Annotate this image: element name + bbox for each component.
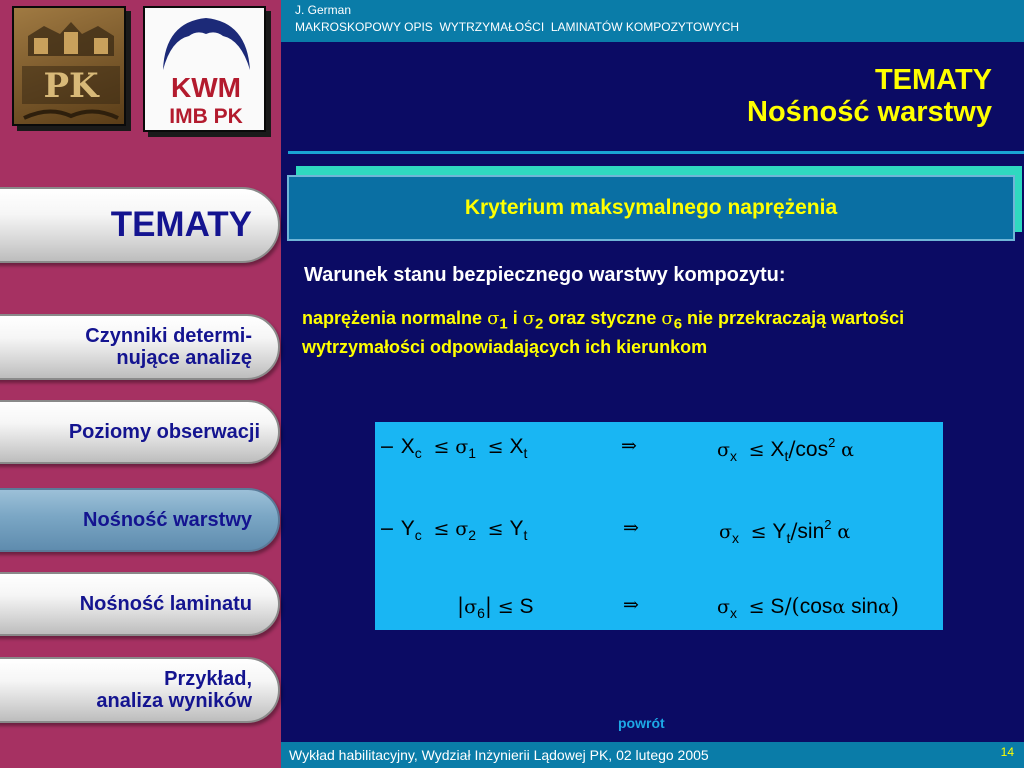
sidebar-item-label: Nośność warstwy [83,509,252,531]
sidebar-item-nosnosc-warstwy[interactable] [0,488,280,552]
sidebar-item-label: TEMATY [110,205,252,244]
author: J. German [295,3,352,17]
formula-box [375,422,943,630]
sidebar-item-tematy[interactable] [0,187,280,263]
pk-logo [12,6,126,126]
condition-text: naprężenia normalne $\sigma_1$ i $\sigma_2$ oraz styczne $\sigma_6$ nie przekraczają wartości wytrzymałości odpowiadających ich kierunkom [302,308,905,357]
title-line2: Nośność warstwy [747,96,992,128]
formula-2-implies: ⇒ [623,517,639,539]
sidebar-item-czynniki[interactable] [0,314,280,380]
back-link[interactable]: powrót [618,715,665,731]
formula-1-right: $\sigma_x \le X_t/\cos^2$ α [717,435,855,465]
header-subtitle: MAKROSKOPOWY OPIS WYTRZYMAŁOŚCI LAMINATÓW KOMPOZYTOWYCH [295,20,740,34]
kwm-logo-text: KWM [171,72,241,103]
sidebar-item-poziomy[interactable] [0,400,280,464]
divider [288,151,1024,154]
footer-text: Wykład habilitacyjny, Wydział Inżynierii Lądowej PK, 02 lutego 2005 [289,747,709,763]
formula-3-right: $\sigma_x \le S/(\cos\alpha$ sinα) [717,594,899,622]
condition-heading: Warunek stanu bezpiecznego warstwy kompozytu: [304,264,786,286]
page-number: 14 [1000,745,1014,759]
formula-3-left: $|\sigma_6| \le S$ [457,594,534,622]
section-box [287,175,1015,241]
formula-2-left: − $Y_c \le \sigma_2 \le Y_t$ [379,517,528,544]
page-title [747,64,992,128]
kwm-logo [143,6,266,132]
section-title: Kryterium maksymalnego naprężenia [464,196,838,219]
sidebar-item-label: Poziomy obserwacji [68,421,260,443]
formula-2-right: $\sigma_x \le Y_t/\sin^2$ α [719,517,851,547]
sidebar [0,0,281,768]
imb-logo-text: IMB PK [169,105,243,128]
formula-1-implies: ⇒ [621,435,637,457]
title-line1: TEMATY [874,64,992,96]
sidebar-item-label: Nośność laminatu [79,593,252,615]
sidebar-item-label: Czynniki determi- nujące analizę [85,325,252,369]
formula-1-left: − $X_c \le \sigma_1 \le X_t$ [379,435,528,462]
formula-3-implies: ⇒ [623,594,639,616]
footer-bar [281,742,1024,768]
pk-logo-text: PK [43,66,99,106]
sidebar-item-nosnosc-laminatu[interactable] [0,572,280,636]
sidebar-item-label: Przykład, analiza wyników [96,668,252,712]
header-bar [281,0,1024,42]
sidebar-item-przyklad[interactable] [0,657,280,723]
